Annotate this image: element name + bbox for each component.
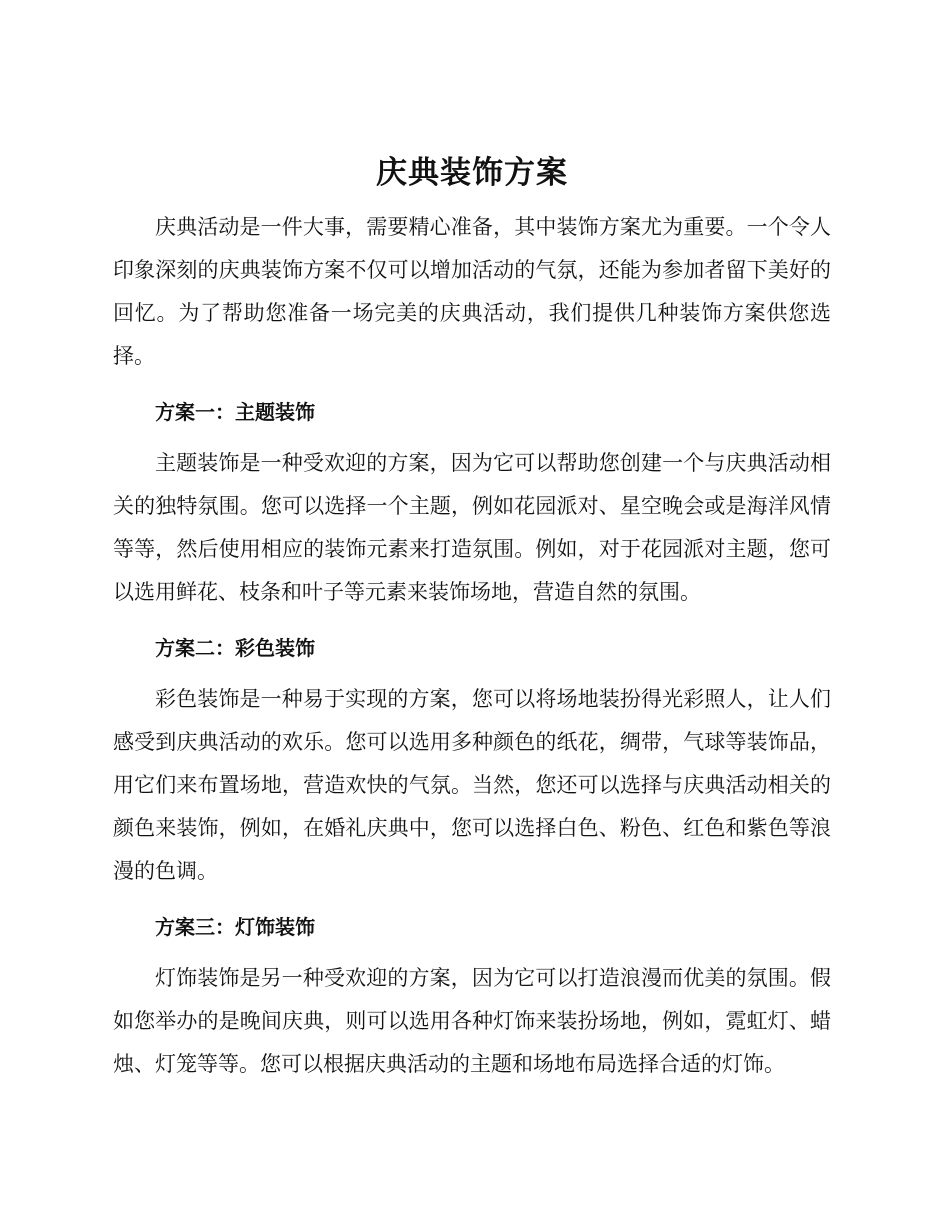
document-page: [113, 150, 831, 1086]
section-lighting: [113, 907, 831, 1086]
section-paragraph: 灯饰装饰是另一种受欢迎的方案，因为它可以打造浪漫而优美的氛围。假如您举办的是晚间庆典，则可以选用各种灯饰来装扮场地，例如，霓虹灯、蜡烛、灯笼等等。您可以根据庆典活动的主题和场地布局选择合适的灯饰。: [113, 966, 831, 1076]
section-heading: 方案三：灯饰装饰: [155, 915, 315, 939]
section-theme: [113, 392, 831, 614]
section-color: [113, 628, 831, 893]
section-heading: 方案一：主题装饰: [155, 400, 315, 424]
section-paragraph: 彩色装饰是一种易于实现的方案，您可以将场地装扮得光彩照人，让人们感受到庆典活动的欢乐。您可以选用多种颜色的纸花，绸带，气球等装饰品，用它们来布置场地，营造欢快的气氛。当然，您还可以选择与庆典活动相关的颜色来装饰，例如，在婚礼庆典中，您可以选择白色、粉色、红色和紫色等浪漫的色调。: [113, 687, 831, 883]
section-heading: 方案二：彩色装饰: [155, 636, 315, 660]
intro-paragraph: 庆典活动是一件大事，需要精心准备，其中装饰方案尤为重要。一个令人印象深刻的庆典装饰方案不仅可以增加活动的气氛，还能为参加者留下美好的回忆。为了帮助您准备一场完美的庆典活动，我们提供几种装饰方案供您选择。: [113, 215, 831, 368]
document-title: 庆典装饰方案: [376, 155, 568, 191]
section-paragraph: 主题装饰是一种受欢迎的方案，因为它可以帮助您创建一个与庆典活动相关的独特氛围。您可以选择一个主题，例如花园派对、星空晚会或是海洋风情等等，然后使用相应的装饰元素来打造氛围。例如，对于花园派对主题，您可以选用鲜花、枝条和叶子等元素来装饰场地，营造自然的氛围。: [113, 451, 831, 604]
